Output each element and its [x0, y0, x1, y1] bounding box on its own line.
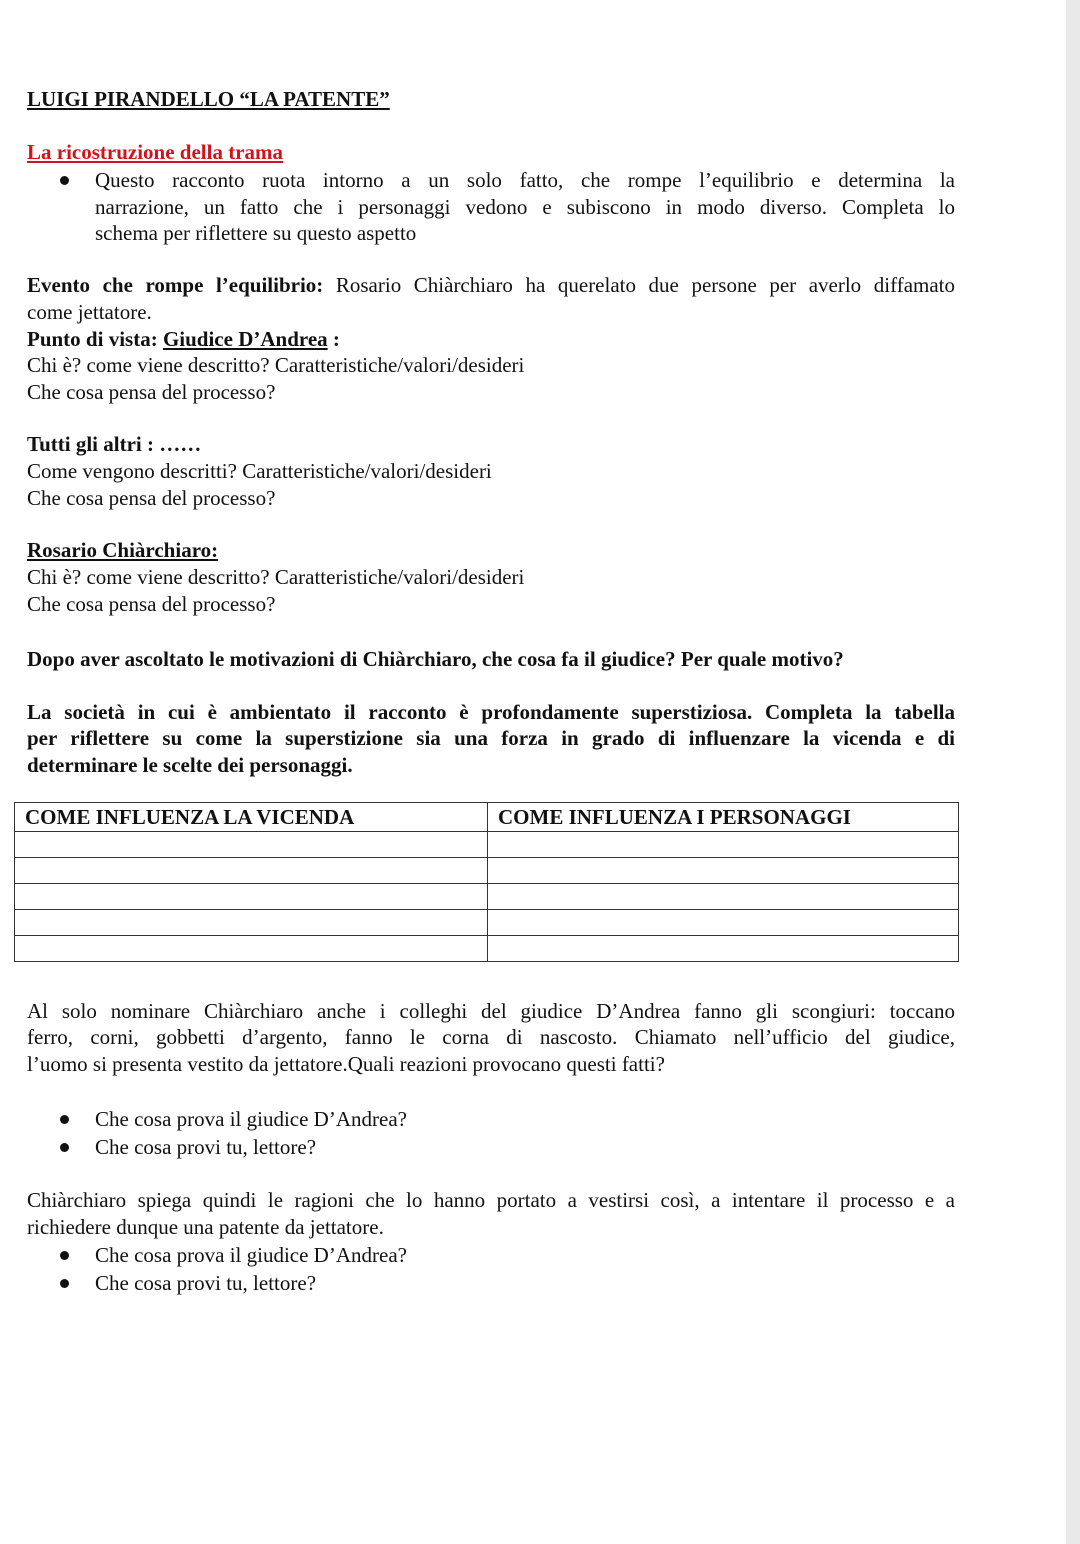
document-title-text: LUIGI PIRANDELLO “LA PATENTE” — [27, 87, 390, 111]
bullet-icon — [60, 176, 69, 185]
table-cell[interactable] — [488, 910, 959, 936]
bullet-icon — [60, 1279, 69, 1288]
spiega-line-2: richiedere dunque una patente da jettatore. — [27, 1215, 384, 1239]
table-cell[interactable] — [15, 858, 488, 884]
evento-label: Evento che rompe l’equilibrio: — [27, 273, 324, 297]
table-header-vicenda: COME INFLUENZA LA VICENDA — [15, 803, 488, 832]
giudice-question-2: Che cosa pensa del processo? — [27, 380, 276, 404]
table-cell[interactable] — [488, 858, 959, 884]
superstition-table — [14, 802, 959, 962]
evento-line-1 — [27, 272, 955, 298]
table-row — [15, 884, 959, 910]
table-cell[interactable] — [15, 910, 488, 936]
table-row — [15, 910, 959, 936]
dopo-aver-question: Dopo aver ascoltato le motivazioni di Chiàrchiaro, che cosa fa il giudice? Per quale motivo? — [27, 647, 844, 671]
table-cell[interactable] — [488, 884, 959, 910]
bullet-b-giudice: Che cosa prova il giudice D’Andrea? — [95, 1243, 407, 1267]
altri-question-1: Come vengono descritti? Caratteristiche/valori/desideri — [27, 459, 492, 483]
table-cell[interactable] — [15, 936, 488, 962]
punto-di-vista-suffix: : — [327, 327, 340, 351]
table-row — [15, 858, 959, 884]
table-cell[interactable] — [15, 832, 488, 858]
altri-question-2: Che cosa pensa del processo? — [27, 486, 276, 510]
table-cell[interactable] — [488, 832, 959, 858]
al-solo-line-3: l’uomo si presenta vestito da jettatore.Quali reazioni provocano questi fatti? — [27, 1052, 665, 1076]
rosario-question-2: Che cosa pensa del processo? — [27, 592, 276, 616]
punto-di-vista-label: Punto di vista: — [27, 327, 163, 351]
evento-text: Rosario Chiàrchiaro ha querelato due persone per averlo diffamato — [323, 273, 956, 297]
table-header-row — [15, 803, 959, 832]
viewer-scrollbar-track[interactable] — [1066, 0, 1080, 1544]
intro-line-1: Questo racconto ruota intorno a un solo fatto, che rompe l’equilibrio e determina la — [95, 168, 955, 192]
rosario-question-1: Chi è? come viene descritto? Caratteristiche/valori/desideri — [27, 565, 525, 589]
table-cell[interactable] — [15, 884, 488, 910]
societa-line-2: per riflettere su come la superstizione sia una forza in grado di influenzare la vicenda e di — [27, 726, 955, 750]
societa-line-3: determinare le scelte dei personaggi. — [27, 753, 353, 777]
section-heading: La ricostruzione della trama — [27, 140, 284, 164]
bullet-icon — [60, 1115, 69, 1124]
tutti-gli-altri-heading: Tutti gli altri : …… — [27, 432, 202, 456]
punto-di-vista-heading — [27, 326, 340, 352]
intro-line-3: schema per riflettere su questo aspetto — [95, 221, 417, 245]
bullet-a-giudice: Che cosa prova il giudice D’Andrea? — [95, 1107, 407, 1131]
giudice-question-1: Chi è? come viene descritto? Caratteristiche/valori/desideri — [27, 353, 525, 377]
table-row — [15, 832, 959, 858]
bullet-a-lettore: Che cosa provi tu, lettore? — [95, 1135, 317, 1159]
table-cell[interactable] — [488, 936, 959, 962]
societa-line-1: La società in cui è ambientato il racconto è profondamente superstiziosa. Completa la tabella — [27, 700, 955, 724]
evento-line-2: come jettatore. — [27, 300, 152, 324]
al-solo-line-2: ferro, corni, gobbetti d’argento, fanno le corna di nascosto. Chiamato nell’ufficio del giudice, — [27, 1025, 955, 1049]
document-title — [27, 86, 390, 112]
spiega-line-1: Chiàrchiaro spiega quindi le ragioni che lo hanno portato a vestirsi così, a intentare il processo e a — [27, 1188, 955, 1212]
giudice-name: Giudice D’Andrea — [162, 327, 328, 351]
intro-line-2: narrazione, un fatto che i personaggi vedono e subiscono in modo diverso. Completa lo — [95, 195, 955, 219]
bullet-icon — [60, 1251, 69, 1260]
table-header-personaggi: COME INFLUENZA I PERSONAGGI — [488, 803, 959, 832]
bullet-icon — [60, 1143, 69, 1152]
table-row — [15, 936, 959, 962]
bullet-b-lettore: Che cosa provi tu, lettore? — [95, 1271, 317, 1295]
rosario-heading: Rosario Chiàrchiaro: — [27, 538, 219, 562]
al-solo-line-1: Al solo nominare Chiàrchiaro anche i colleghi del giudice D’Andrea fanno gli scongiuri: toccano — [27, 999, 955, 1023]
